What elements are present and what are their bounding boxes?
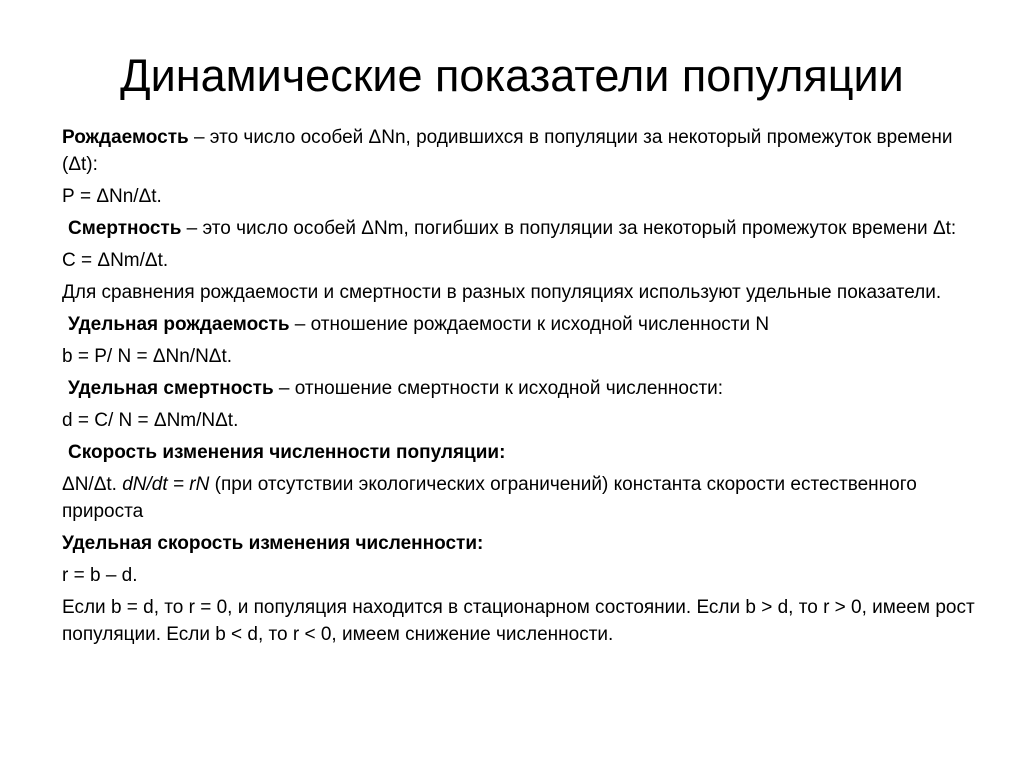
specific-death-definition-text: – отношение смертности к исходной численности: [273,378,724,399]
slide-body [62,124,992,653]
growth-rate-formula-suffix: (при отсутствии экологических ограничений) константа скорости естественного прироста [62,474,917,522]
death-formula: С = ΔNm/Δt. [62,250,169,271]
specific-death-formula: d = С/ N = ΔNm/NΔt. [62,410,239,431]
growth-rate-formula-prefix: ΔN/Δt. [62,474,123,495]
birth-term: Рождаемость [62,127,189,148]
specific-birth-definition [62,311,992,338]
specific-birth-formula: b = Р/ N = ΔNn/NΔt. [62,346,233,367]
specific-death-term: Удельная смертность [68,378,274,399]
growth-rate-formula [62,471,992,525]
specific-birth-term: Удельная рождаемость [68,314,290,335]
growth-rate-formula-italic: dN/dt = rN [122,474,210,495]
specific-death-definition [62,375,992,402]
specific-growth-rate-heading: Удельная скорость изменения численности: [62,533,484,554]
birth-definition [62,124,992,178]
comparison-note: Для сравнения рождаемости и смертности в разных популяциях используют удельные показатели. [62,282,942,303]
slide-title: Динамические показатели популяции [120,50,904,101]
death-definition-text: – это число особей ΔNm, погибших в популяции за некоторый промежуток времени Δt: [181,218,957,239]
death-definition [62,215,992,242]
death-term: Смертность [68,218,182,239]
birth-definition-text: – это число особей ΔNn, родившихся в популяции за некоторый промежуток времени (Δt): [62,127,953,175]
conclusion: Если b = d, то r = 0, и популяция находится в стационарном состоянии. Если b > d, то r > 0, имеем рост популяции. Если b < d, то r < 0, имеем снижение численности. [62,597,975,645]
specific-birth-definition-text: – отношение рождаемости к исходной численности N [289,314,770,335]
growth-rate-heading: Скорость изменения численности популяции: [68,442,506,463]
specific-growth-rate-formula: r = b – d. [62,565,138,586]
birth-formula: Р = ΔNn/Δt. [62,186,162,207]
